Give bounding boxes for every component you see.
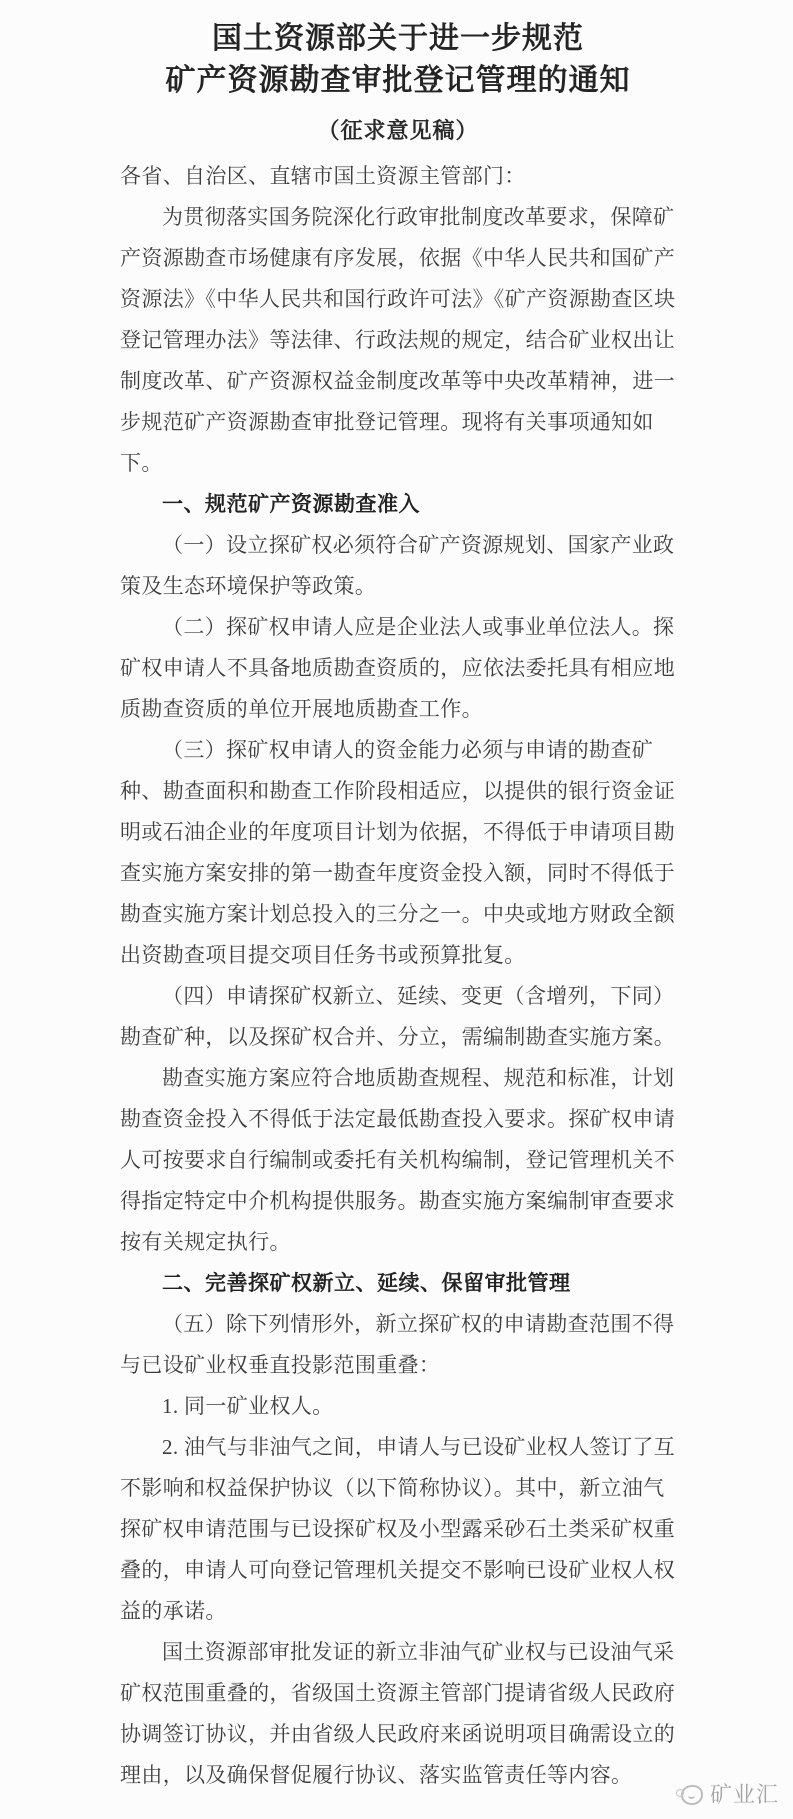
section-heading-2: 二、完善探矿权新立、延续、保留审批管理 (162, 1272, 571, 1295)
paragraph-item-5-cont: 国土资源部审批发证的新立非油气矿业权与已设油气采矿权范围重叠的，省级国土资源主管部门提请省级人民政府协调签订协议，并由省级人民政府来函说明项目确需设立的理由，以及确保督促履行协议、落实监管责任等内容。 (120, 1640, 676, 1787)
title-line-1: 国土资源部关于进一步规范 (212, 22, 584, 55)
title-line-2: 矿产资源勘查审批登记管理的通知 (165, 64, 631, 97)
paragraph-item-5: （五）除下列情形外，新立探矿权的申请勘查范围不得与已设矿业权垂直投影范围重叠： (120, 1312, 675, 1377)
kuangyehui-logo-icon (681, 1785, 703, 1805)
watermark (681, 1783, 779, 1807)
paragraph-item-4-cont: 勘查实施方案应符合地质勘查规程、规范和标准，计划勘查资金投入不得低于法定最低勘查投入要求。探矿权申请人可按要求自行编制或委托有关机构编制，登记管理机关不得指定特定中介机构提供服务。勘查实施方案编制审查要求按有关规定执行。 (120, 1066, 676, 1254)
paragraph-intro: 为贯彻落实国务院深化行政审批制度改革要求，保障矿产资源勘查市场健康有序发展，依据《中华人民共和国矿产资源法》《中华人民共和国行政许可法》《矿产资源勘查区块登记管理办法》等法律、行政法规的规定，结合矿业权出让制度改革、矿产资源权益金制度改革等中央改革精神，进一步规范矿产资源勘查审批登记管理。现将有关事项通知如下。 (120, 205, 676, 475)
watermark-label: 矿业汇 (709, 1782, 779, 1807)
paragraph-item-2: （二）探矿权申请人应是企业法人或事业单位法人。探矿权申请人不具备地质勘查资质的，应依法委托具有相应地质勘查资质的单位开展地质勘查工作。 (120, 615, 676, 721)
document-body (120, 156, 676, 1796)
section-heading-1: 一、规范矿产资源勘查准入 (162, 493, 420, 516)
salutation: 各省、自治区、直辖市国土资源主管部门： (120, 164, 526, 188)
paragraph-item-4: （四）申请探矿权新立、延续、变更（含增列，下同）勘查矿种，以及探矿权合并、分立，需编制勘查实施方案。 (120, 984, 676, 1049)
paragraph-subitem-1: 1. 同一矿业权人。 (162, 1394, 334, 1418)
page-title (120, 18, 676, 102)
document-subtitle: （征求意见稿） (317, 118, 479, 143)
paragraph-item-3: （三）探矿权申请人的资金能力必须与申请的勘查矿种、勘查面积和勘查工作阶段相适应，以提供的银行资金证明或石油企业的年度项目计划为依据，不得低于申请项目勘查实施方案安排的第一勘查年度资金投入额，同时不得低于勘查实施方案计划总投入的三分之一。中央或地方财政全额出资勘查项目提交项目任务书或预算批复。 (120, 738, 676, 967)
paragraph-subitem-2: 2. 油气与非油气之间，申请人与已设矿业权人签订了互不影响和权益保护协议（以下简称协议）。其中，新立油气探矿权申请范围与已设探矿权及小型露采砂石土类采矿权重叠的，申请人可向登记管理机关提交不影响已设矿业权人权益的承诺。 (120, 1435, 676, 1623)
paragraph-item-1: （一）设立探矿权必须符合矿产资源规划、国家产业政策及生态环境保护等政策。 (120, 533, 675, 598)
